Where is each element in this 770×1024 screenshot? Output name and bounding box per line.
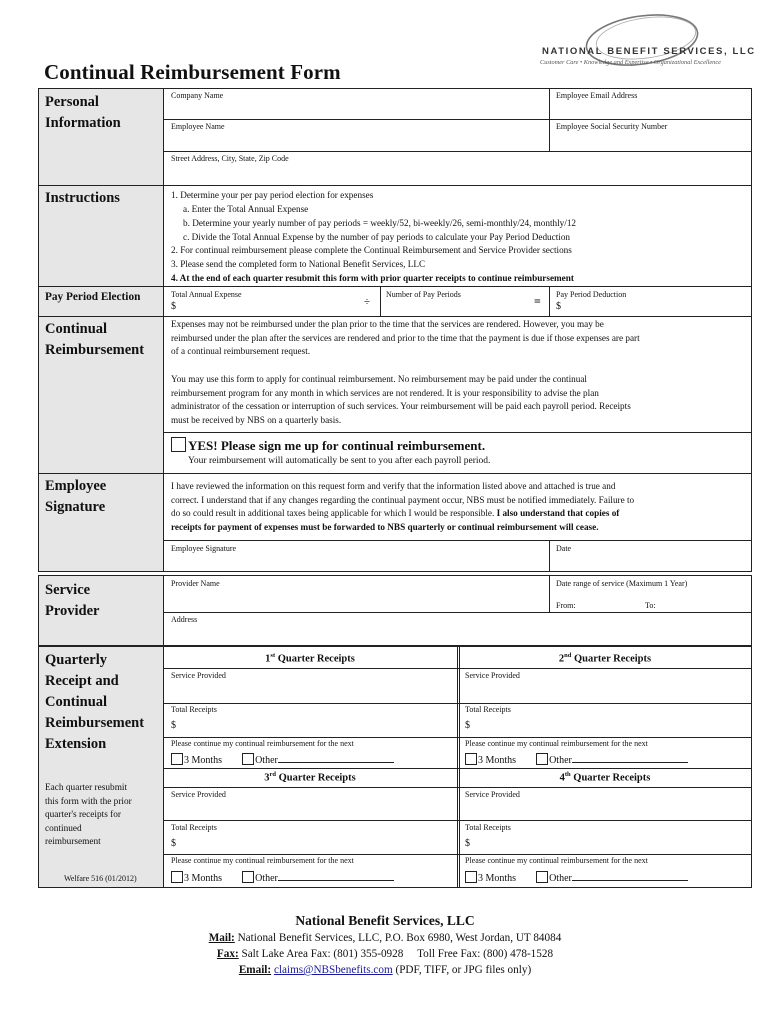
instruction-line-4: 4. At the end of each quarter resubmit this form with prior quarter receipts to continue reimbursement bbox=[171, 273, 574, 283]
q2-total-receipts-label: Total Receipts bbox=[465, 705, 511, 714]
q1-total-receipts-label: Total Receipts bbox=[171, 705, 217, 714]
equals-sign: = bbox=[534, 294, 541, 308]
provider-label: Service Provider bbox=[45, 582, 100, 619]
section-line bbox=[38, 575, 752, 576]
yes-signup-sub: Your reimbursement will automatically be sent to you after each payroll period. bbox=[188, 456, 491, 466]
row-line bbox=[163, 787, 752, 788]
row-line bbox=[163, 432, 752, 433]
email-link[interactable]: claims@NBSbenefits.com bbox=[273, 964, 393, 976]
q2-service-provided[interactable]: Service Provided bbox=[465, 671, 520, 680]
q2-heading: 2nd Quarter Receipts bbox=[558, 652, 652, 665]
instructions-label: Instructions bbox=[45, 190, 120, 206]
continual-label: Continual Reimbursement bbox=[45, 321, 145, 358]
col-line bbox=[549, 286, 550, 316]
total-annual-expense-label: Total Annual Expense bbox=[171, 290, 242, 299]
col-line bbox=[549, 575, 550, 612]
q4-other-line[interactable] bbox=[572, 880, 688, 881]
q3-other-line[interactable] bbox=[278, 880, 394, 881]
provider-name-field[interactable]: Provider Name bbox=[171, 579, 220, 588]
quarter-divider bbox=[457, 646, 458, 887]
q4-other-checkbox[interactable] bbox=[536, 871, 548, 883]
frame-left-top bbox=[38, 88, 39, 571]
instruction-line-3: 3. Please send the completed form to National Benefit Services, LLC bbox=[171, 259, 426, 269]
form-number: Welfare 516 (01/2012) bbox=[64, 874, 137, 883]
section-line bbox=[38, 646, 752, 647]
date-range-label: Date range of service (Maximum 1 Year) bbox=[556, 579, 688, 588]
q4-heading: 4th Quarter Receipts bbox=[559, 771, 651, 784]
q2-dollar: $ bbox=[465, 720, 470, 731]
section-line bbox=[38, 185, 752, 186]
instruction-line-1: 1. Determine your per pay period election for expenses bbox=[171, 190, 374, 200]
row-line bbox=[163, 854, 752, 855]
section-line bbox=[38, 473, 752, 474]
deduction-dollar: $ bbox=[556, 301, 561, 312]
employee-email-label: Employee Email Address bbox=[556, 91, 638, 100]
q3-total-receipts-label: Total Receipts bbox=[171, 823, 217, 832]
q3-service-provided[interactable]: Service Provided bbox=[171, 790, 226, 799]
certification-text: I have reviewed the information on this request form and verify that the information listed above and attached is true and correct. I understand that if any changes regarding the continual payment occur, NBS must be notified immediately. Failure to do so could result in additional taxes being applicable for which I would be responsible. I also understand that copies of receipts for payment of expenses must be forwarded to NBS quarterly or continual reimbursement will cease. bbox=[171, 481, 635, 532]
signature-date-field[interactable]: Date bbox=[556, 544, 572, 553]
row-line bbox=[163, 703, 752, 704]
quarterly-label: Quarterly Receipt and Continual Reimbursement Extension bbox=[45, 652, 145, 752]
date-from-field[interactable]: From: bbox=[556, 601, 576, 610]
q1-service-provided[interactable]: Service Provided bbox=[171, 671, 226, 680]
q3-dollar: $ bbox=[171, 838, 176, 849]
row-line bbox=[163, 119, 752, 120]
q3-continue-text: Please continue my continual reimbursement for the next bbox=[171, 856, 354, 865]
q1-3-months-checkbox[interactable] bbox=[171, 753, 183, 765]
label-divider-bottom bbox=[163, 575, 164, 887]
frame-left-bottom bbox=[38, 575, 39, 887]
instruction-line-2: 2. For continual reimbursement please complete the Continual Reimbursement and Service Provider sections bbox=[171, 245, 572, 255]
instruction-line-1c: c. Divide the Total Annual Expense by the number of pay periods to calculate your Pay Period Deduction bbox=[183, 232, 571, 242]
q1-options: 3 Months Other bbox=[171, 753, 394, 766]
q4-dollar: $ bbox=[465, 838, 470, 849]
company-logo-name: NATIONAL BENEFIT SERVICES, LLC bbox=[542, 46, 756, 57]
col-line bbox=[549, 88, 550, 151]
q1-heading: 1st Quarter Receipts bbox=[265, 652, 355, 665]
col-line bbox=[549, 540, 550, 571]
company-name-label: Company Name bbox=[171, 91, 224, 100]
row-line bbox=[163, 612, 752, 613]
q2-other-checkbox[interactable] bbox=[536, 753, 548, 765]
q1-dollar: $ bbox=[171, 720, 176, 731]
section-line bbox=[38, 286, 752, 287]
instruction-line-1a: a. Enter the Total Annual Expense bbox=[183, 204, 309, 214]
row-line bbox=[163, 768, 752, 769]
q3-other-checkbox[interactable] bbox=[242, 871, 254, 883]
continual-para-1: Expenses may not be reimbursed under the plan prior to the time that the services are rendered. However, you may be reimbursed under the plan after the services are rendered and prior to the time that the payment is due if those expenses are part of a continual reimbursement request. bbox=[171, 319, 640, 356]
q4-service-provided[interactable]: Service Provided bbox=[465, 790, 520, 799]
col-line bbox=[380, 286, 381, 316]
divide-sign: ÷ bbox=[364, 296, 371, 308]
row-line bbox=[163, 820, 752, 821]
employee-signature-field[interactable]: Employee Signature bbox=[171, 544, 237, 553]
form-title: Continual Reimbursement Form bbox=[44, 60, 341, 84]
footer-fax: Fax: Salt Lake Area Fax: (801) 355-0928 Toll Free Fax: (800) 478-1528 bbox=[216, 948, 554, 960]
yes-signup-label: YES! Please sign me up for continual reimbursement. bbox=[188, 438, 486, 453]
section-line bbox=[38, 316, 752, 317]
pay-period-label: Pay Period Election bbox=[45, 291, 141, 303]
q2-options: 3 Months Other bbox=[465, 753, 688, 766]
section-line bbox=[38, 571, 752, 572]
row-line bbox=[163, 668, 752, 669]
provider-address-field[interactable]: Address bbox=[171, 615, 198, 624]
q4-continue-text: Please continue my continual reimbursement for the next bbox=[465, 856, 648, 865]
q2-3-months-checkbox[interactable] bbox=[465, 753, 477, 765]
instruction-line-1b: b. Determine your yearly number of pay periods = weekly/52, bi-weekly/26, semi-monthly/24, monthly/12 bbox=[183, 218, 577, 228]
q2-continue-text: Please continue my continual reimbursement for the next bbox=[465, 739, 648, 748]
total-annual-dollar: $ bbox=[171, 301, 176, 312]
date-to-field[interactable]: To: bbox=[645, 601, 656, 610]
q4-3-months-checkbox[interactable] bbox=[465, 871, 477, 883]
frame-bottom bbox=[38, 887, 752, 888]
row-line bbox=[163, 737, 752, 738]
yes-signup-row[interactable] bbox=[171, 437, 485, 454]
employee-name-label: Employee Name bbox=[171, 122, 225, 131]
yes-signup-checkbox[interactable] bbox=[171, 437, 186, 452]
frame-right-top bbox=[751, 88, 752, 571]
row-line bbox=[163, 151, 752, 152]
continual-para-2: You may use this form to apply for continual reimbursement. No reimbursement may be paid under the continual reimbursement program for any month in which services are not rendered. It is your responsibility to advise the plan administrator of the cessation or interruption of such services. Your reimbursement will be paid each payroll period. Receipts must be received by NBS on a quarterly basis. bbox=[171, 374, 631, 425]
footer-email: Email: claims@NBSbenefits.com (PDF, TIFF, or JPG files only) bbox=[238, 964, 532, 976]
frame-right-bottom bbox=[751, 575, 752, 887]
q1-other-line[interactable] bbox=[278, 762, 394, 763]
label-divider-top bbox=[163, 88, 164, 571]
quarter-divider bbox=[459, 646, 460, 887]
q1-continue-text: Please continue my continual reimbursement for the next bbox=[171, 739, 354, 748]
q1-other-checkbox[interactable] bbox=[242, 753, 254, 765]
q3-3-months-checkbox[interactable] bbox=[171, 871, 183, 883]
q3-options: 3 Months Other bbox=[171, 871, 394, 884]
q4-options: 3 Months Other bbox=[465, 871, 688, 884]
row-line bbox=[163, 540, 752, 541]
employee-ssn-label: Employee Social Security Number bbox=[556, 122, 668, 131]
q4-total-receipts-label: Total Receipts bbox=[465, 823, 511, 832]
personal-label: Personal Information bbox=[45, 94, 121, 131]
q3-heading: 3rd Quarter Receipts bbox=[264, 771, 356, 784]
footer-company: National Benefit Services, LLC bbox=[295, 913, 475, 928]
street-address-label: Street Address, City, State, Zip Code bbox=[171, 154, 289, 163]
number-of-pay-periods-label: Number of Pay Periods bbox=[386, 290, 461, 299]
q2-other-line[interactable] bbox=[572, 762, 688, 763]
signature-label: Employee Signature bbox=[45, 478, 107, 515]
pay-period-deduction-label: Pay Period Deduction bbox=[556, 290, 627, 299]
frame-top bbox=[38, 88, 752, 89]
footer-mail: Mail: National Benefit Services, LLC, P.O. Box 6980, West Jordan, UT 84084 bbox=[208, 932, 562, 944]
quarterly-note: Each quarter resubmit this form with the prior quarter's receipts for continued reimbursement bbox=[45, 783, 132, 847]
company-tagline: Customer Care • Knowledge and Expertise • Organizational Excellence bbox=[540, 59, 721, 66]
